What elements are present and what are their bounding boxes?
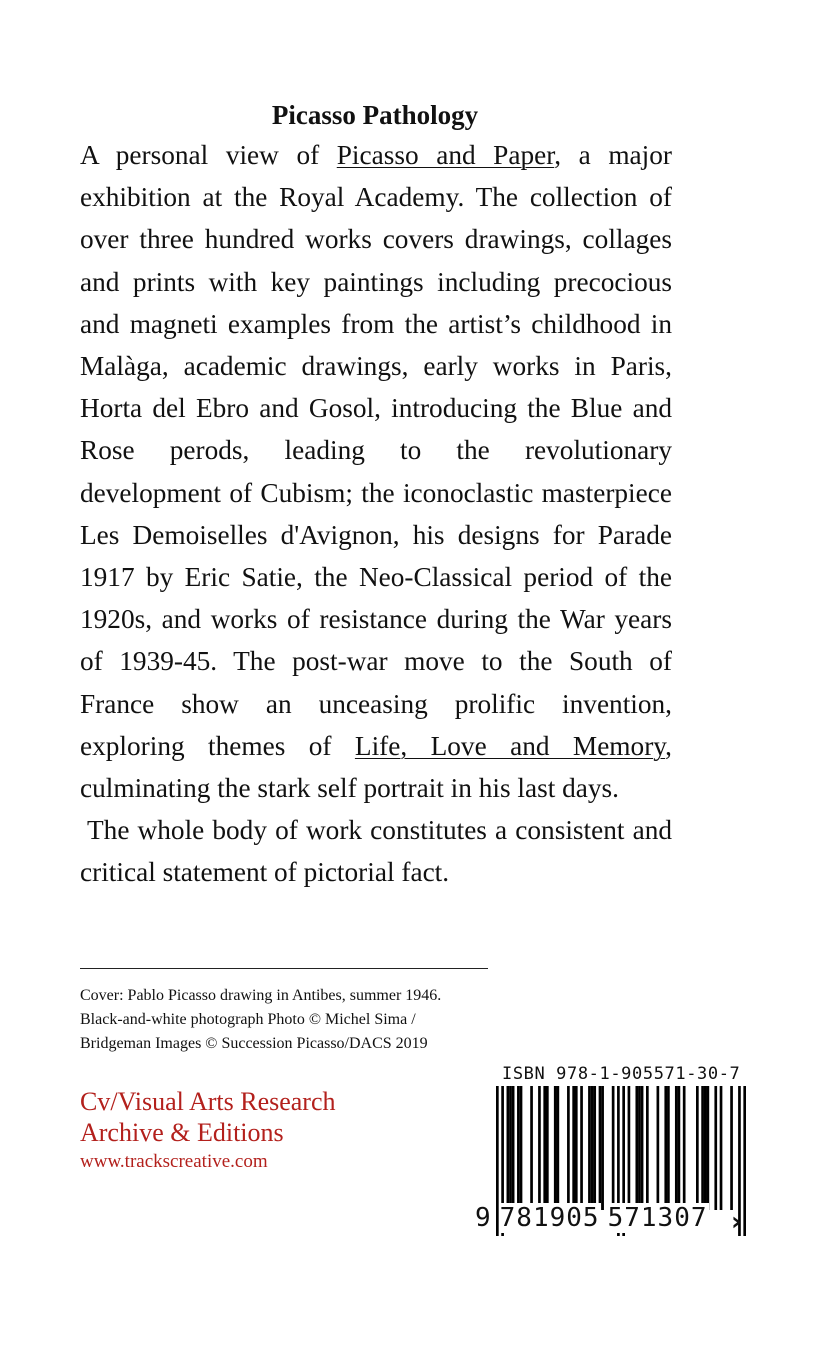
barcode-bar <box>707 1086 710 1210</box>
barcode-bar <box>507 1086 510 1210</box>
barcode-bar <box>714 1086 717 1210</box>
barcode-bar <box>628 1086 631 1210</box>
cover-credit-line-2: Black-and-white photograph Photo © Michel Sima / <box>80 1011 416 1028</box>
barcode-bar <box>509 1086 512 1210</box>
cover-credit <box>80 984 500 1056</box>
barcode-bar <box>646 1086 649 1210</box>
barcode-bar <box>538 1086 541 1210</box>
barcode-bar <box>675 1086 678 1210</box>
barcode-bar <box>512 1086 515 1210</box>
barcode-bar <box>657 1086 660 1210</box>
barcode-bar <box>567 1086 570 1210</box>
barcode-bar <box>704 1086 707 1210</box>
barcode-left-digits: 781905 <box>499 1203 600 1233</box>
barcode-bar <box>612 1086 615 1210</box>
barcode-bar <box>664 1086 667 1210</box>
barcode-digits <box>474 1203 709 1233</box>
barcode-bar <box>599 1086 602 1210</box>
isbn-label: ISBN 978-1-905571-30-7 <box>502 1064 741 1084</box>
blurb-paragraph-2: The whole body of work constitutes a consistent and critical statement of pictorial fact. <box>80 815 672 888</box>
barcode-bar <box>638 1086 641 1210</box>
barcode-bar <box>641 1086 644 1210</box>
barcode-bar <box>696 1086 699 1210</box>
barcode-bar <box>601 1086 604 1210</box>
blurb-end: , culminating the stark self portrait in his last days. <box>80 730 672 804</box>
barcode-right-digits: 571307 <box>607 1203 708 1233</box>
barcode-bar <box>517 1086 520 1210</box>
barcode-bar <box>683 1086 686 1210</box>
blurb-intro: A personal view of <box>80 140 337 170</box>
barcode-bar <box>591 1086 594 1210</box>
barcode-bar <box>557 1086 560 1210</box>
barcode-bar <box>667 1086 670 1210</box>
picasso-and-paper-link: Picasso and Paper <box>336 140 555 170</box>
barcode-bar <box>543 1086 546 1210</box>
barcode-bar <box>572 1086 575 1210</box>
publisher-block <box>80 1086 336 1175</box>
publisher-name-line-1: Cv/Visual Arts Research <box>80 1087 336 1116</box>
barcode-bar <box>580 1086 583 1210</box>
page-title: Picasso Pathology <box>271 100 479 130</box>
barcode-bar <box>701 1086 704 1210</box>
barcode-bar <box>520 1086 523 1210</box>
barcode-bar <box>554 1086 557 1210</box>
barcode-bar <box>635 1086 638 1210</box>
publisher-url: www.trackscreative.com <box>80 1151 268 1172</box>
barcode-bar <box>530 1086 533 1210</box>
chevron-right-icon: › <box>731 1207 742 1237</box>
barcode-bar <box>575 1086 578 1210</box>
publisher-name-line-2: Archive & Editions <box>80 1118 284 1147</box>
barcode-bar <box>720 1086 723 1210</box>
life-love-memory-link: Life, Love and Memory <box>354 730 666 761</box>
barcode-first-digit: 9 <box>475 1203 492 1233</box>
barcode-guard-bar <box>743 1086 746 1236</box>
barcode-bar <box>730 1086 733 1210</box>
cover-credit-line-3: Bridgeman Images © Succession Picasso/DACS 2019 <box>80 1035 428 1052</box>
divider <box>80 968 488 969</box>
cover-credit-line-1: Cover: Pablo Picasso drawing in Antibes, summer 1946. <box>80 987 442 1004</box>
barcode-bar <box>593 1086 596 1210</box>
blurb-middle: , a major exhibition at the Royal Academy. The collection of over three hundred works covers drawings, collages and prints with key paintings including precocious and magneti examples from the artist’s childhood in Malàga, academic drawings, early works in Paris, Horta del Ebro and Gosol, introducing the Blue and Rose perods, leading to the revolutionary development of Cubism; the iconoclastic masterpiece Les Demoiselles d'Avignon, his designs for Parade 1917 by Eric Satie, the Neo-Classical period of the 1920s, and works of resistance during the War years of 1939-45. The post-war move to the South of France show an unceasing prolific invention, exploring themes of <box>80 140 672 761</box>
barcode-bar <box>588 1086 591 1210</box>
barcode-bar <box>678 1086 681 1210</box>
blurb-text <box>80 134 672 894</box>
blurb-paragraph-1 <box>80 134 672 809</box>
barcode-bar <box>546 1086 549 1210</box>
